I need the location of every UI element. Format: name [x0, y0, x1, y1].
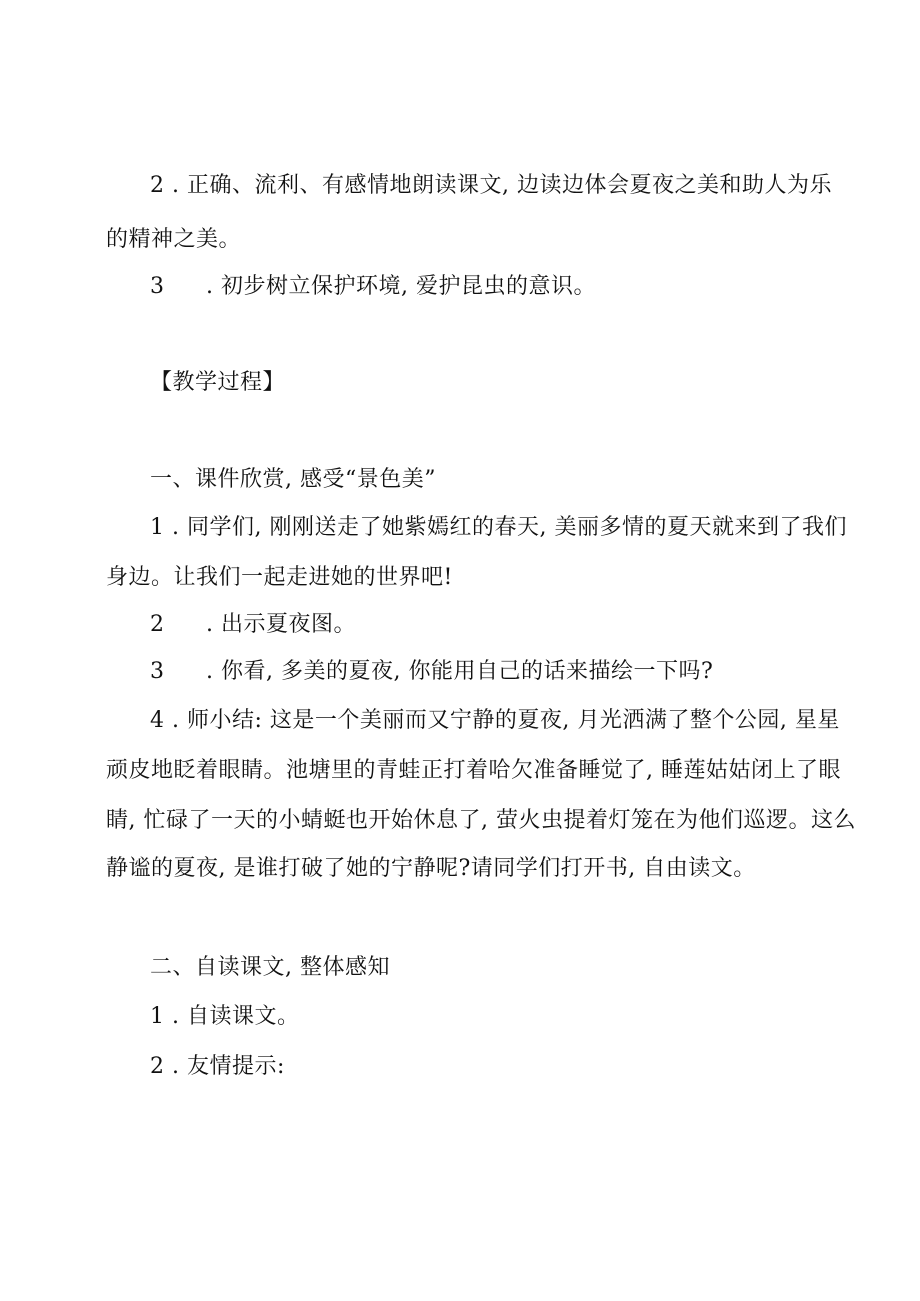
section-2-item-2: 2 . 友情提示: [150, 1054, 285, 1079]
section-1-item-2-text: . 出示夏夜图。 [206, 612, 356, 637]
section-1-item-4-line-3: 睛, 忙碌了一天的小蜻蜓也开始休息了, 萤火虫提着灯笼在为他们巡逻。这么 [106, 808, 856, 833]
section-1-heading: 一、课件欣赏, 感受“景色美” [150, 467, 436, 492]
section-1-item-2 [150, 610, 356, 640]
objective-2-line-2: 的精神之美。 [106, 227, 242, 252]
process-heading: 【教学过程】 [150, 370, 286, 395]
section-1-item-1-line-2: 身边。让我们一起走进她的世界吧! [106, 565, 453, 590]
section-1-item-3-text: . 你看, 多美的夏夜, 你能用自己的话来描绘一下吗? [206, 659, 714, 684]
objective-2-line-1: 2 . 正确、流利、有感情地朗读课文, 边读边体会夏夜之美和助人为乐 [150, 173, 832, 198]
section-1-item-4-line-4: 静谧的夏夜, 是谁打破了她的宁静呢?请同学们打开书, 自由读文。 [106, 856, 756, 881]
section-1-item-4-line-1: 4 . 师小结: 这是一个美丽而又宁静的夏夜, 月光洒满了整个公园, 星星 [150, 708, 840, 733]
section-2-heading: 二、自读课文, 整体感知 [150, 955, 390, 980]
objective-3-text: . 初步树立保护环境, 爱护昆虫的意识。 [206, 274, 596, 299]
section-2-item-1: 1 . 自读课文。 [150, 1004, 300, 1029]
section-1-item-1-line-1: 1 . 同学们, 刚刚送走了她紫嫣红的春天, 美丽多情的夏天就来到了我们 [150, 515, 847, 540]
section-1-item-3-number: 3 [150, 659, 165, 684]
objective-3 [150, 272, 596, 302]
section-1-item-3 [150, 657, 713, 687]
section-1-item-4-line-2: 顽皮地眨着眼睛。池塘里的青蛙正打着哈欠准备睡觉了, 睡莲姑姑闭上了眼 [106, 758, 841, 783]
section-1-item-2-number: 2 [150, 612, 165, 637]
objective-3-number: 3 [150, 274, 165, 299]
